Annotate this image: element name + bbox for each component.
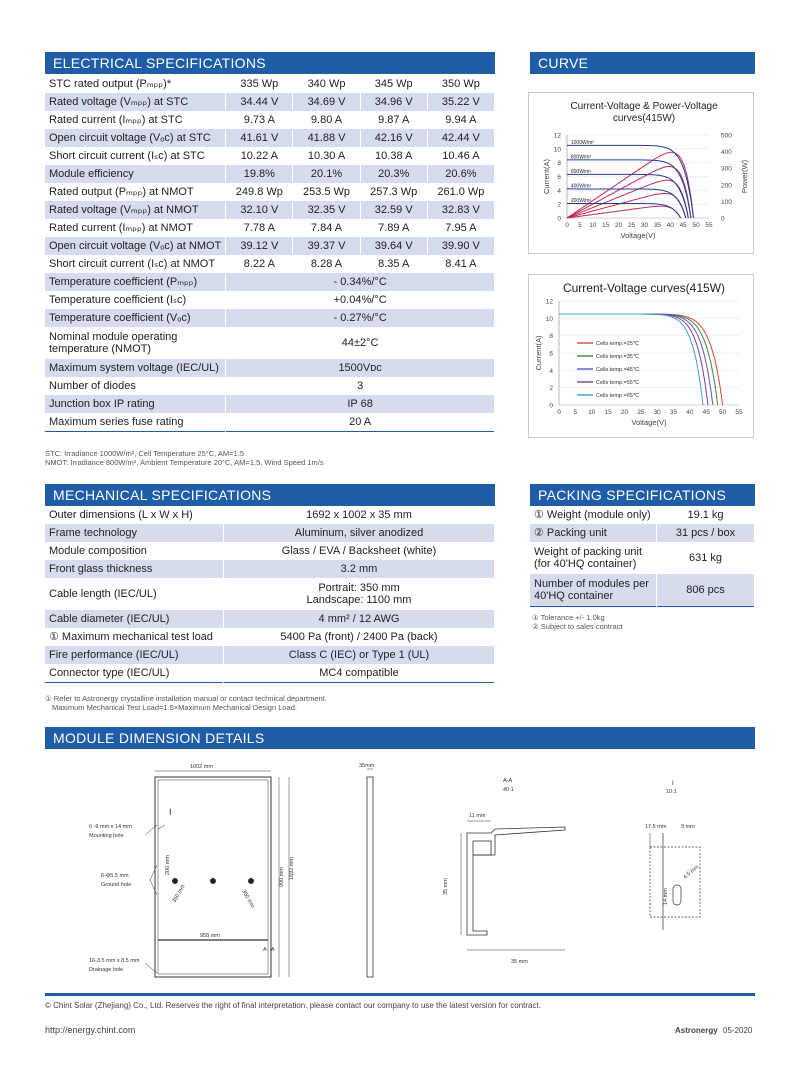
spec-value: 5400 Pa (front) / 2400 Pa (back) <box>224 628 495 646</box>
spec-value: 41.88 V <box>293 129 360 147</box>
y2-tick-label: 500 <box>721 132 732 140</box>
spec-value: 8.41 A <box>427 255 494 273</box>
spec-label: Temperature coefficient (Vₒc) <box>45 309 226 327</box>
spec-label: Junction box IP rating <box>45 395 226 413</box>
spec-value: 32.59 V <box>360 201 427 219</box>
x-tick-label: 50 <box>692 222 700 229</box>
table-row <box>45 377 495 395</box>
y2-tick-label: 0 <box>721 215 725 223</box>
section-aa-11: 11 mm <box>469 813 486 819</box>
mounting-hole-size: 6 -9 mm x 14 mm <box>89 824 132 830</box>
spec-label: ② Packing unit <box>530 524 657 542</box>
spec-value: 253.5 Wp <box>293 183 360 201</box>
table-row <box>45 183 495 201</box>
y2-tick-label: 200 <box>721 182 732 190</box>
table-row <box>530 506 755 524</box>
spec-value: Glass / EVA / Backsheet (white) <box>224 542 495 560</box>
spec-value: 4 mm² / 12 AWG <box>224 610 495 628</box>
table-row <box>45 359 495 377</box>
spec-value: 35.22 V <box>427 93 494 111</box>
y2-axis-label: Power(W) <box>740 159 749 194</box>
irradiance-label: 600W/m² <box>570 168 592 175</box>
spec-value: 7.95 A <box>427 219 494 237</box>
dim-1002-label: 1002 mm <box>190 764 213 770</box>
x-tick-label: 20 <box>620 409 629 416</box>
section-aa-title: A-A <box>503 778 513 784</box>
spec-value: - 0.34%/°C <box>226 273 495 291</box>
table-row <box>45 237 495 255</box>
spec-value: 10.46 A <box>427 147 494 165</box>
spec-value: 42.16 V <box>360 129 427 147</box>
x-tick-label: 25 <box>637 409 645 416</box>
spec-label: Rated voltage (Vₘₚₚ) at NMOT <box>45 201 226 219</box>
spec-value: IP 68 <box>226 395 495 413</box>
spec-value: 44±2°C <box>226 327 495 359</box>
spec-value: Portrait: 350 mm Landscape: 1100 mm <box>224 578 495 610</box>
spec-label: Outer dimensions (L x W x H) <box>45 506 224 524</box>
spec-value: 10.22 A <box>226 147 293 165</box>
spec-label: Short circuit current (Iₛc) at NMOT <box>45 255 226 273</box>
electrical-header: ELECTRICAL SPECIFICATIONS <box>45 52 495 74</box>
spec-value: 249.8 Wp <box>226 183 293 201</box>
spec-value: 9.80 A <box>293 111 360 129</box>
spec-value: 34.69 V <box>293 93 360 111</box>
footer-date: 05-2020 <box>723 1026 753 1035</box>
table-row <box>45 560 495 578</box>
electrical-note-nmot: NMOT: Irradiance 800W/m², Ambient Temperature 20°C, AM=1.5, Wind Speed 1m/s <box>45 458 324 467</box>
table-row <box>45 255 495 273</box>
dimension-header: MODULE DIMENSION DETAILS <box>45 727 755 749</box>
spec-value: 1500Vᴅᴄ <box>226 359 495 377</box>
spec-value: 7.89 A <box>360 219 427 237</box>
mechanical-note-2: Maximum Mechanical Test Load=1.5×Maximum Mechanical Design Load. <box>52 703 297 712</box>
legend-label: Cells temp.=65℃ <box>596 393 640 399</box>
spec-label: Number of modules per 40'HQ container <box>530 574 657 607</box>
y-tick-label: 0 <box>549 402 553 410</box>
table-row <box>530 542 755 574</box>
table-row <box>45 165 495 183</box>
spec-label: Connector type (IEC/UL) <box>45 664 224 683</box>
y-tick-label: 10 <box>553 146 561 154</box>
spec-label: Front glass thickness <box>45 560 224 578</box>
y-tick-label: 0 <box>557 215 561 223</box>
table-row <box>45 664 495 683</box>
x-tick-label: 35 <box>669 409 678 416</box>
spec-value: - 0.27%/°C <box>226 309 495 327</box>
packing-note-1: ① Tolerance +/- 1.0kg <box>532 613 605 622</box>
spec-value: 20 A <box>226 413 495 432</box>
irradiance-label: 200W/m² <box>570 197 592 204</box>
detail-i-marker: I <box>169 807 172 817</box>
table-row <box>45 129 495 147</box>
spec-value: 806 pcs <box>657 574 755 607</box>
x-tick-label: 35 <box>653 222 661 229</box>
packing-note-2: ② Subject to sales contract <box>532 622 623 631</box>
x-axis-label: Voltage(V) <box>631 418 667 427</box>
detail-i-9: 9 mm <box>681 824 695 830</box>
table-row <box>45 93 495 111</box>
spec-value: Class C (IEC) or Type 1 (UL) <box>224 646 495 664</box>
detail-i-scale: 10:1 <box>666 789 677 795</box>
legend-label: Cells temp.=35℃ <box>596 354 640 360</box>
spec-value: 257.3 Wp <box>360 183 427 201</box>
table-row <box>530 524 755 542</box>
x-tick-label: 0 <box>557 409 561 416</box>
footer-divider <box>45 993 755 996</box>
footer-brand: Astronergy <box>675 1026 718 1035</box>
spec-label: Fire performance (IEC/UL) <box>45 646 224 664</box>
y2-tick-label: 300 <box>721 165 732 173</box>
footer-copyright: © Chint Solar (Zhejiang) Co., Ltd. Reserves the right of final interpretation. please contact our company to use the latest version for contract. <box>45 1001 541 1010</box>
y-tick-label: 12 <box>545 298 553 306</box>
irradiance-label: 1000W/m² <box>570 139 594 146</box>
spec-label: STC rated output (Pₘₚₚ)* <box>45 75 226 93</box>
side-view <box>367 769 373 977</box>
spec-value: 20.6% <box>427 165 494 183</box>
table-row <box>45 578 495 610</box>
spec-value: 1692 x 1002 x 35 mm <box>224 506 495 524</box>
packing-table <box>530 506 755 607</box>
x-tick-label: 10 <box>589 222 597 229</box>
spec-value: 8.28 A <box>293 255 360 273</box>
x-tick-label: 55 <box>735 409 743 416</box>
dim-1692-label: 1692 mm <box>289 857 295 880</box>
spec-value: 20.1% <box>293 165 360 183</box>
spec-value: 10.30 A <box>293 147 360 165</box>
spec-label: Module efficiency <box>45 165 226 183</box>
x-tick-label: 5 <box>578 222 582 229</box>
table-row <box>45 75 495 93</box>
footer-url[interactable]: http://energy.chint.com <box>45 1025 136 1035</box>
spec-value: 631 kg <box>657 542 755 574</box>
y-tick-label: 6 <box>557 174 561 181</box>
spec-value: 8.22 A <box>226 255 293 273</box>
spec-label: ① Weight (module only) <box>530 506 657 524</box>
drainage-hole-label: Drainage hole <box>89 967 124 973</box>
spec-value: 20.3% <box>360 165 427 183</box>
spec-value: 32.10 V <box>226 201 293 219</box>
spec-label: Rated output (Pₘₚₚ) at NMOT <box>45 183 226 201</box>
spec-label: Open circuit voltage (Vₒc) at STC <box>45 129 226 147</box>
spec-value: 350 Wp <box>427 75 494 93</box>
spec-value: 34.44 V <box>226 93 293 111</box>
chart-iv-temp <box>528 274 754 438</box>
table-row <box>45 111 495 129</box>
spec-value: Aluminum, silver anodized <box>224 524 495 542</box>
mechanical-note-1: ① Refer to Astronergy crystalline installation manual or contact technical department. <box>45 694 327 703</box>
chart-iv-temp-svg <box>529 275 753 437</box>
detail-i-175: 17.5 mm <box>645 824 667 830</box>
spec-label: Open circuit voltage (Vₒc) at NMOT <box>45 237 226 255</box>
table-row <box>45 147 495 165</box>
section-aa-profile <box>461 821 565 950</box>
spec-value: 39.37 V <box>293 237 360 255</box>
spec-value: 39.12 V <box>226 237 293 255</box>
spec-label: Cable length (IEC/UL) <box>45 578 224 610</box>
spec-value: 7.78 A <box>226 219 293 237</box>
packing-header: PACKING SPECIFICATIONS <box>530 484 755 506</box>
table-row <box>45 273 495 291</box>
electrical-table <box>45 75 495 432</box>
spec-label: ① Maximum mechanical test load <box>45 628 224 646</box>
table-row <box>45 646 495 664</box>
y-tick-label: 6 <box>549 350 553 358</box>
y-tick-label: 8 <box>549 333 553 341</box>
curve-header: CURVE <box>530 52 755 74</box>
spec-label: Temperature coefficient (Pₘₚₚ) <box>45 273 226 291</box>
section-a-right: A <box>271 947 275 953</box>
x-tick-label: 45 <box>702 409 710 416</box>
x-tick-label: 30 <box>653 409 661 416</box>
x-tick-label: 40 <box>666 222 674 229</box>
y-tick-label: 2 <box>557 201 561 209</box>
x-tick-label: 55 <box>705 222 713 229</box>
section-a-left: A <box>263 947 267 953</box>
spec-value: 42.44 V <box>427 129 494 147</box>
spec-label: Short circuit current (Iₛc) at STC <box>45 147 226 165</box>
mechanical-header: MECHANICAL SPECIFICATIONS <box>45 484 495 506</box>
spec-value: 32.35 V <box>293 201 360 219</box>
chart-iv-temp-title: Current-Voltage curves(415W) <box>562 281 726 295</box>
table-row <box>45 395 495 413</box>
y-tick-label: 12 <box>553 132 561 140</box>
spec-label: Maximum system voltage (IEC/UL) <box>45 359 226 377</box>
table-row <box>45 542 495 560</box>
irradiance-label: 800W/m² <box>570 154 592 161</box>
legend-label: Cells temp.=45℃ <box>596 367 640 373</box>
spec-value: 9.94 A <box>427 111 494 129</box>
spec-value: 340 Wp <box>293 75 360 93</box>
x-tick-label: 5 <box>573 409 578 416</box>
table-row <box>45 628 495 646</box>
spec-value: 261.0 Wp <box>427 183 494 201</box>
spec-value: 19.8% <box>226 165 293 183</box>
chart-iv-pv <box>528 92 754 254</box>
table-row <box>45 524 495 542</box>
spec-value: 32.83 V <box>427 201 494 219</box>
table-row <box>45 413 495 432</box>
spec-value: +0.04%/°C <box>226 291 495 309</box>
y-tick-label: 2 <box>549 385 553 393</box>
electrical-note-stc: STC: Irradiance 1000W/m², Cell Temperature 25°C, AM=1.5 <box>45 449 244 458</box>
spec-value: 3.2 mm <box>224 560 495 578</box>
table-row <box>45 219 495 237</box>
table-row <box>45 291 495 309</box>
spec-label: Weight of packing unit (for 40'HQ container) <box>530 542 657 574</box>
irradiance-label: 400W/m² <box>570 183 592 190</box>
x-tick-label: 50 <box>719 409 727 416</box>
spec-label: Nominal module operating temperature (NMOT) <box>45 327 226 359</box>
spec-value: 39.64 V <box>360 237 427 255</box>
chart-iv-pv-svg <box>529 93 753 253</box>
table-row <box>45 610 495 628</box>
y-tick-label: 8 <box>557 160 561 168</box>
x-tick-label: 0 <box>565 222 569 229</box>
ground-hole-size: 6-Φ5.5 mm <box>101 873 129 879</box>
x-tick-label: 15 <box>602 222 610 229</box>
dim-958-label: 958 mm <box>200 933 220 939</box>
x-tick-label: 40 <box>686 409 694 416</box>
x-tick-label: 45 <box>679 222 687 229</box>
detail-i-title: I <box>672 781 674 787</box>
dim-350a-label: 350 mm <box>171 883 187 904</box>
spec-label: Cable diameter (IEC/UL) <box>45 610 224 628</box>
table-row <box>530 574 755 607</box>
x-tick-label: 25 <box>627 222 636 229</box>
detail-i-45: 4.5 mm <box>682 864 701 881</box>
y-axis-label: Current(A) <box>534 335 543 371</box>
x-tick-label: 30 <box>640 222 649 229</box>
spec-label: Frame technology <box>45 524 224 542</box>
x-tick-label: 20 <box>615 222 623 229</box>
dim-350b-label: 350 mm <box>240 889 256 910</box>
power-curve <box>567 206 681 218</box>
x-axis-label: Voltage(V) <box>620 231 656 240</box>
module-dimension-drawing <box>45 755 755 985</box>
spec-value: MC4 compatible <box>224 664 495 683</box>
legend-label: Cells temp.=55℃ <box>596 380 640 386</box>
y-tick-label: 4 <box>557 187 561 195</box>
spec-value: 31 pcs / box <box>657 524 755 542</box>
spec-value: 335 Wp <box>226 75 293 93</box>
spec-value: 8.35 A <box>360 255 427 273</box>
spec-value: 3 <box>226 377 495 395</box>
mounting-hole-label: Mounting hole <box>89 833 124 839</box>
drainage-hole-size: 16-3.5 mm x 8.5 mm <box>89 958 140 964</box>
spec-value: 19.1 kg <box>657 506 755 524</box>
x-tick-label: 15 <box>604 409 612 416</box>
y-tick-label: 10 <box>545 315 553 323</box>
spec-value: 41.61 V <box>226 129 293 147</box>
spec-label: Rated voltage (Vₘₚₚ) at STC <box>45 93 226 111</box>
table-row <box>45 201 495 219</box>
spec-value: 7.84 A <box>293 219 360 237</box>
y2-tick-label: 100 <box>721 198 732 206</box>
mechanical-table <box>45 506 495 683</box>
table-row <box>45 309 495 327</box>
ground-hole-label: Ground hole <box>101 882 132 888</box>
y2-tick-label: 400 <box>721 149 732 157</box>
spec-value: 9.87 A <box>360 111 427 129</box>
spec-value: 39.90 V <box>427 237 494 255</box>
dim-990-label: 990 mm <box>279 867 285 887</box>
section-aa-35v: 35 mm <box>443 878 449 895</box>
spec-value: 34.96 V <box>360 93 427 111</box>
x-tick-label: 10 <box>588 409 596 416</box>
y-axis-label: Current(A) <box>542 158 551 195</box>
table-row <box>45 506 495 524</box>
spec-label: Number of diodes <box>45 377 226 395</box>
spec-value: 10.38 A <box>360 147 427 165</box>
section-aa-scale: 40:1 <box>503 787 514 793</box>
spec-label: Module composition <box>45 542 224 560</box>
legend-label: Cells temp.=25℃ <box>596 341 640 347</box>
detail-i-14: 14 mm <box>663 888 669 905</box>
side-35-label: 35mm <box>359 763 375 769</box>
section-aa-35h: 35 mm <box>511 959 528 965</box>
table-row <box>45 327 495 359</box>
y-tick-label: 4 <box>549 367 553 375</box>
dim-200-label: 200 mm <box>165 855 171 875</box>
spec-label: Rated current (Iₘₚₚ) at NMOT <box>45 219 226 237</box>
spec-value: 345 Wp <box>360 75 427 93</box>
detail-i-drawing <box>650 833 700 930</box>
chart-iv-pv-title: Current-Voltage & Power-Voltage curves(415W) <box>570 101 718 124</box>
spec-label: Rated current (Iₘₚₚ) at STC <box>45 111 226 129</box>
spec-label: Temperature coefficient (Iₛc) <box>45 291 226 309</box>
spec-label: Maximum series fuse rating <box>45 413 226 432</box>
spec-value: 9.73 A <box>226 111 293 129</box>
